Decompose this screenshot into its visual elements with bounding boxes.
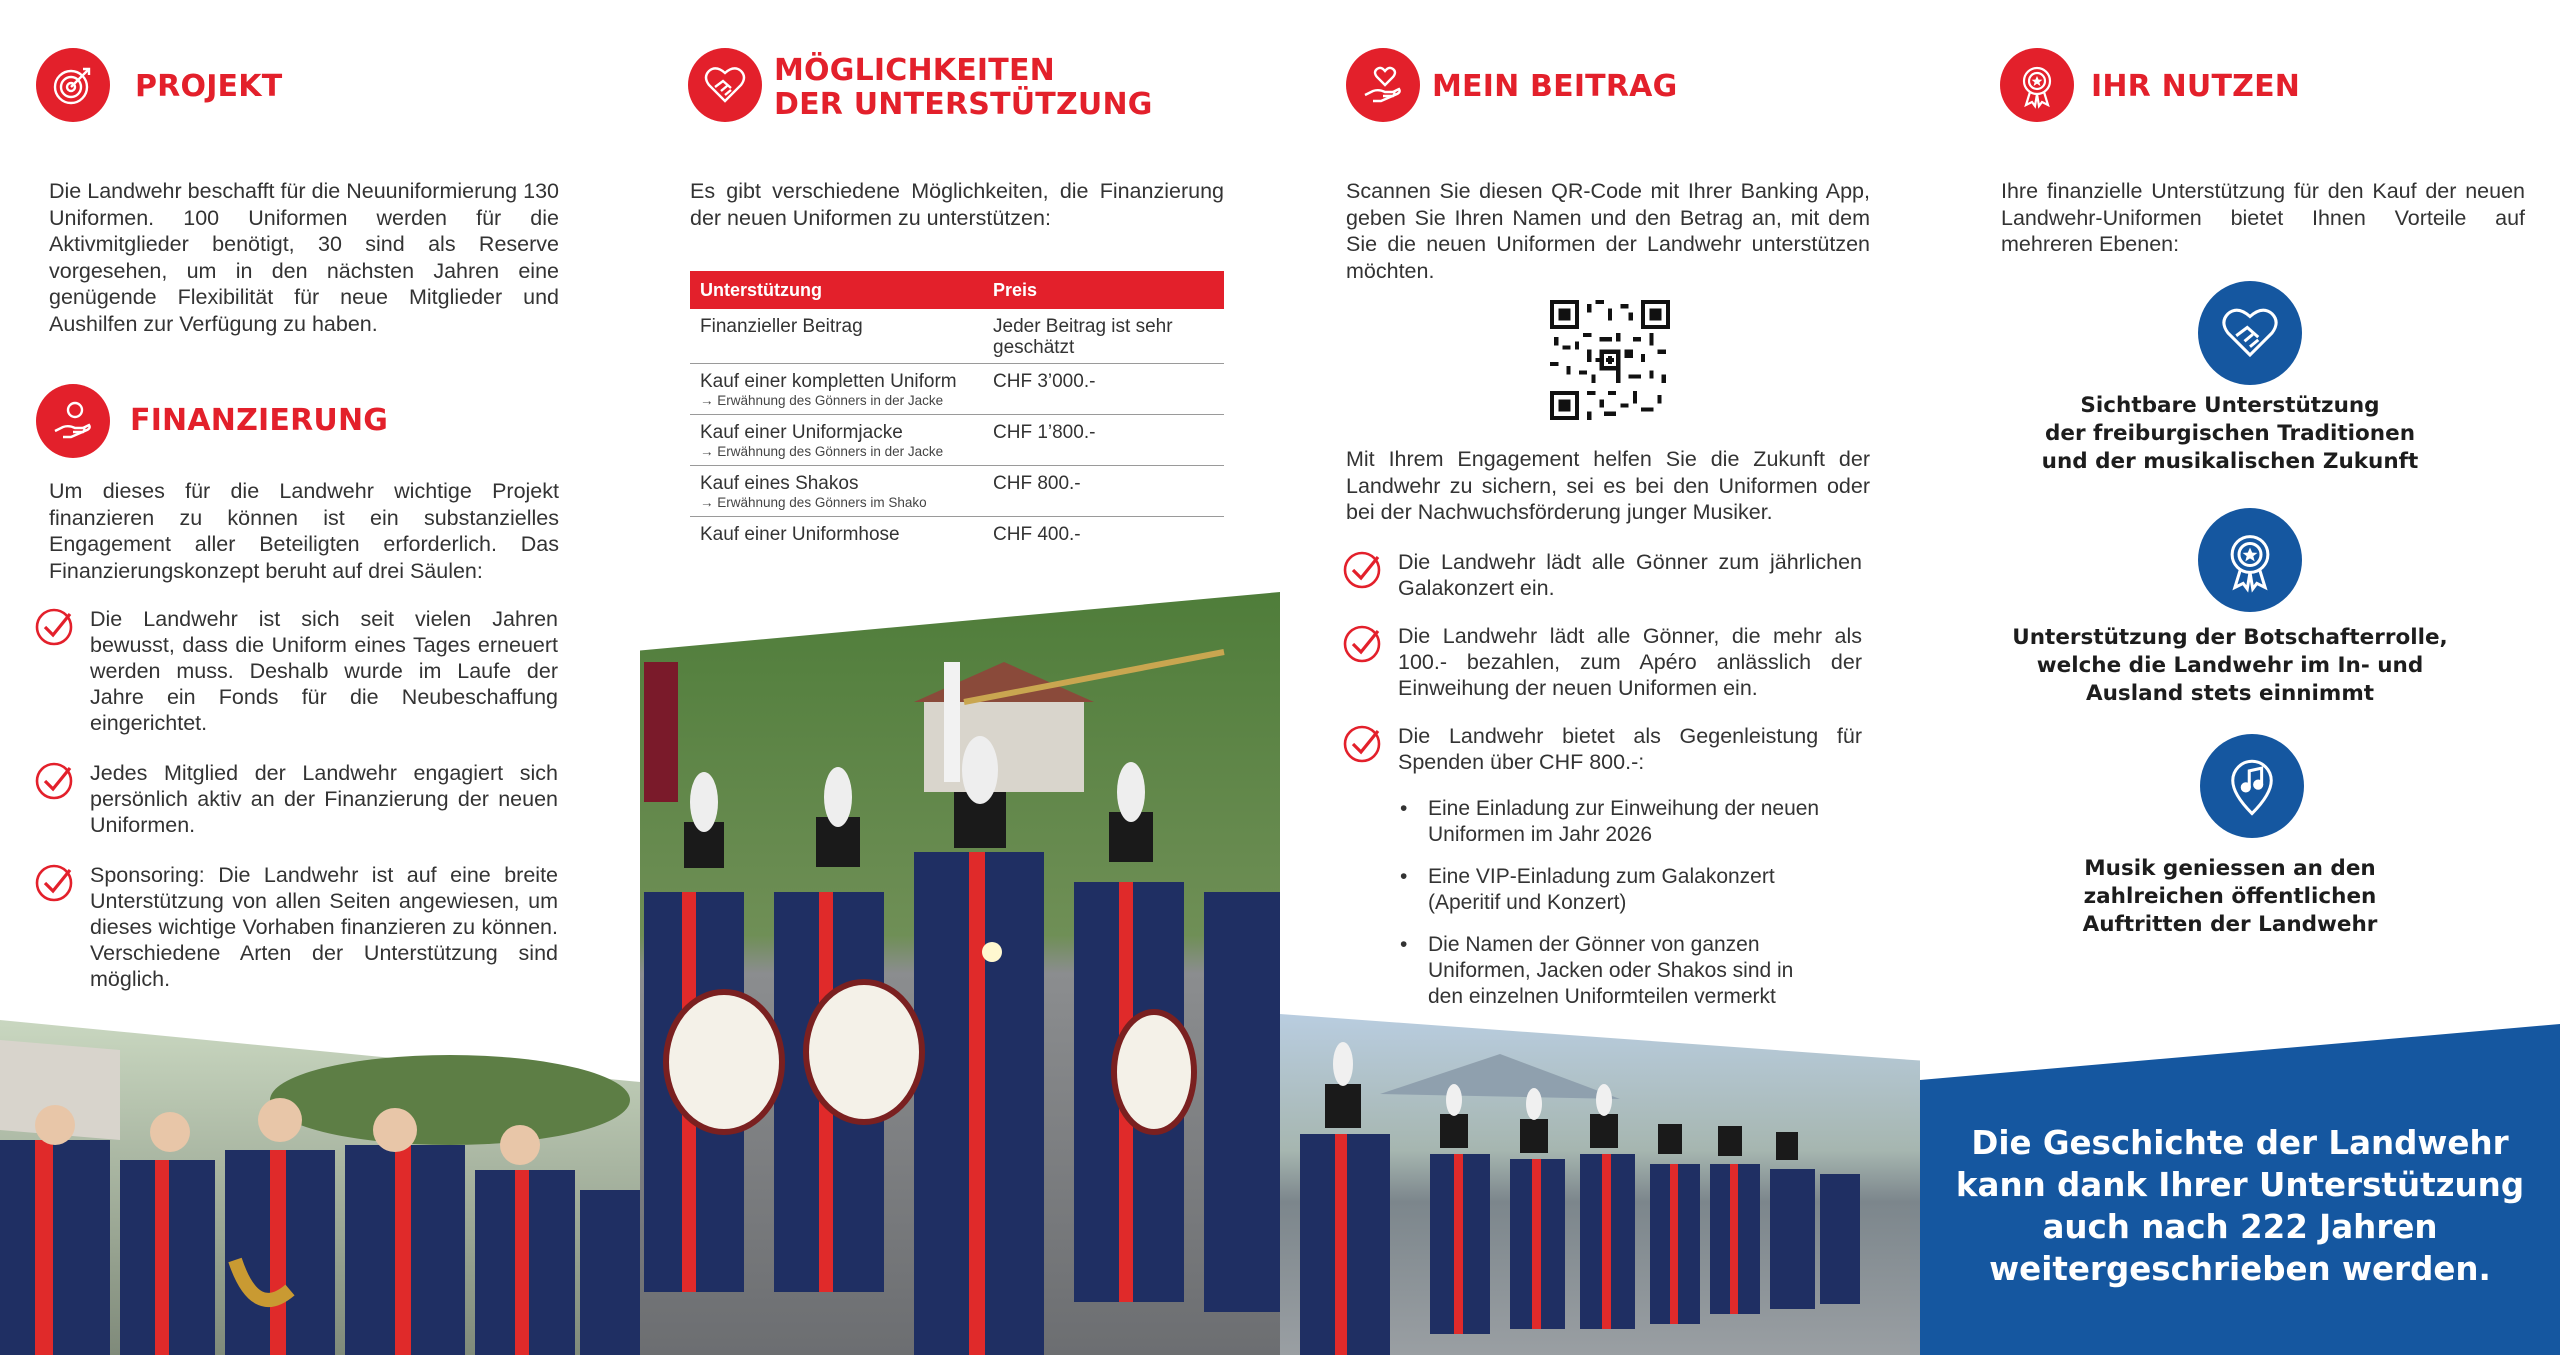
row-item: Kauf einer Uniformjacke — [700, 422, 903, 443]
heart-hand-icon — [1346, 48, 1420, 122]
table-row — [690, 466, 1224, 517]
projekt-heading: PROJEKT — [135, 69, 283, 104]
benefit-line: Unterstützung der Botschafterrolle, — [2012, 625, 2448, 650]
band-photo-parade — [1280, 1014, 1920, 1355]
table-cell: Jeder Beitrag ist sehr geschätzt — [983, 309, 1224, 364]
row-item: Kauf einer Uniformhose — [700, 524, 900, 545]
benefit-line: welche die Landwehr im In- und — [2036, 653, 2424, 678]
handshake-heart-icon — [688, 48, 762, 122]
list-item-text: Die Landwehr lädt alle Gönner, die mehr als 100.- bezahlen, zum Apéro anlässlich der Einweihung der neuen Uniformen ein. — [1398, 624, 1862, 700]
check-circle-icon — [34, 760, 76, 802]
band-photo-conductor — [640, 592, 1280, 1355]
row-note: → Erwähnung des Gönners in der Jacke — [700, 444, 944, 459]
list-item — [1342, 623, 1862, 701]
table-row — [690, 364, 1224, 415]
table-cell — [690, 364, 983, 415]
closing-line: weitergeschrieben werden. — [1989, 1250, 2491, 1288]
table-header: Preis — [983, 271, 1224, 309]
check-circle-icon — [34, 862, 76, 904]
projekt-text: Die Landwehr beschafft für die Neuuniformierung 130 Uniformen. 100 Uniformen werden für die Aktivmitglieder benötigt, 30 sind als Reserve vorgesehen, um in den nächsten Jahren eine genügende Flexibilität für neue Mitglieder und Aushilfen zur Verfügung zu haben. — [49, 179, 559, 336]
mein-beitrag-text2: Mit Ihrem Engagement helfen Sie die Zukunft der Landwehr zu sichern, sei es bei den Uniformen oder bei der Nachwuchsförderung junger Musiker. — [1346, 447, 1870, 524]
handshake-heart-icon — [2198, 281, 2302, 385]
table-cell: CHF 400.- — [993, 524, 1081, 545]
moeglichkeiten-text: Es gibt verschiedene Möglichkeiten, die Finanzierung der neuen Uniformen zu unterstützen: — [690, 179, 1224, 230]
list-item — [1342, 549, 1862, 601]
check-circle-icon — [1342, 723, 1384, 765]
row-item: Kauf einer kompletten Uniform — [700, 371, 957, 392]
qr-code[interactable] — [1550, 300, 1670, 420]
benefit-line: Sichtbare Unterstützung — [2080, 393, 2380, 418]
support-table — [690, 271, 1224, 550]
row-note: → Erwähnung des Gönners in der Jacke — [700, 393, 944, 408]
closing-line: kann dank Ihrer Unterstützung — [1955, 1166, 2525, 1204]
finanzierung-list — [34, 606, 558, 1016]
list-item-text: Die Landwehr bietet als Gegenleistung für Spenden über CHF 800.-: — [1398, 724, 1862, 774]
benefit-1 — [1950, 392, 2510, 476]
table-row — [690, 517, 1224, 551]
table-header-row — [690, 271, 1224, 309]
benefit-line: und der musikalischen Zukunft — [2041, 449, 2419, 474]
band-photo-saxophone — [0, 1020, 640, 1355]
benefit-line: zahlreichen öffentlichen — [2083, 884, 2377, 909]
award-rosette-icon — [2198, 508, 2302, 612]
benefit-line: Ausland stets einnimmt — [2085, 681, 2375, 706]
heading-line: DER UNTERSTÜTZUNG — [774, 87, 1153, 122]
table-cell — [690, 466, 983, 517]
spenden-bullets — [1428, 796, 1828, 1026]
table-cell: CHF 1’800.- — [983, 415, 1224, 466]
panel-moeglichkeiten — [640, 0, 1280, 1355]
row-item: Kauf eines Shakos — [700, 473, 859, 494]
check-circle-icon — [1342, 549, 1384, 591]
heading-line: MÖGLICHKEITEN — [774, 53, 1055, 88]
target-icon — [36, 48, 110, 122]
list-item: • Die Namen der Gönner von ganzen Uniformen, Jacken oder Shakos sind in den einzelnen Uniformteilen vermerkt — [1428, 932, 1828, 1010]
list-item: • Eine VIP-Einladung zum Galakonzert (Aperitif und Konzert) — [1428, 864, 1828, 916]
check-circle-icon — [1342, 623, 1384, 665]
benefit-3 — [1950, 855, 2510, 939]
moeglichkeiten-heading — [774, 54, 1153, 122]
table-row — [690, 415, 1224, 466]
list-item-text: Sponsoring: Die Landwehr ist auf eine breite Unterstützung von allen Seiten angewiesen, um dieses wichtige Vorhaben finanzieren zu können. Verschiedene Arten der Unterstützung sind möglich. — [90, 863, 558, 991]
benefit-line: der freiburgischen Traditionen — [2044, 421, 2416, 446]
ihr-nutzen-heading: IHR NUTZEN — [2091, 69, 2301, 104]
mein-beitrag-heading: MEIN BEITRAG — [1432, 69, 1678, 104]
closing-statement — [1920, 1122, 2560, 1290]
closing-line: Die Geschichte der Landwehr — [1971, 1124, 2509, 1162]
gegenleistungen-list — [1342, 549, 1862, 799]
mein-beitrag-text: Scannen Sie diesen QR-Code mit Ihrer Banking App, geben Sie Ihren Namen und den Betrag an, mit dem Sie die neuen Uniformen der Landwehr unterstützen möchten. — [1346, 179, 1870, 283]
row-note: → Erwähnung des Gönners im Shako — [700, 495, 927, 510]
finanzierung-text: Um dieses für die Landwehr wichtige Projekt finanzieren zu können ist ein substanzielles Engagement aller Beteiligten erforderlich. Das Finanzierungskonzept beruht auf drei Säulen: — [49, 479, 559, 583]
ihr-nutzen-text: Ihre finanzielle Unterstützung für den Kauf der neuen Landwehr-Uniformen bietet Ihnen Vorteile auf mehreren Ebenen: — [2001, 179, 2525, 256]
music-location-icon — [2200, 734, 2304, 838]
closing-line: auch nach 222 Jahren — [2042, 1208, 2438, 1246]
table-row — [690, 309, 1224, 364]
list-item — [34, 862, 558, 992]
list-item — [34, 606, 558, 736]
finanzierung-heading: FINANZIERUNG — [130, 403, 389, 438]
panel-ihr-nutzen — [1920, 0, 2560, 1355]
list-item-text: Die Landwehr ist sich seit vielen Jahren bewusst, dass die Uniform eines Tages erneuert werden muss. Deshalb wurde im Laufe der Jahre ein Fonds für die Neubeschaffung eingerichtet. — [90, 607, 558, 735]
benefit-2 — [1950, 624, 2510, 708]
table-header: Unterstützung — [690, 271, 983, 309]
panel-projekt-finanzierung — [0, 0, 640, 1355]
table-cell — [690, 309, 983, 364]
benefit-line: Auftritten der Landwehr — [2082, 912, 2378, 937]
list-item — [34, 760, 558, 838]
list-item-text: Die Landwehr lädt alle Gönner zum jährlichen Galakonzert ein. — [1398, 550, 1862, 600]
table-cell: CHF 800.- — [983, 466, 1224, 517]
table-cell — [690, 415, 983, 466]
panel-mein-beitrag — [1280, 0, 1920, 1355]
hand-heart-icon — [36, 384, 110, 458]
rosette-icon — [2000, 48, 2074, 122]
check-circle-icon — [34, 606, 76, 648]
table-cell: CHF 3’000.- — [983, 364, 1224, 415]
table-cell — [690, 517, 983, 551]
list-item-text: Jedes Mitglied der Landwehr engagiert sich persönlich aktiv an der Finanzierung der neuen Uniformen. — [90, 761, 558, 837]
list-item — [1342, 723, 1862, 775]
list-item: • Eine Einladung zur Einweihung der neuen Uniformen im Jahr 2026 — [1428, 796, 1828, 848]
row-item: Finanzieller Beitrag — [700, 316, 863, 337]
benefit-line: Musik geniessen an den — [2084, 856, 2376, 881]
